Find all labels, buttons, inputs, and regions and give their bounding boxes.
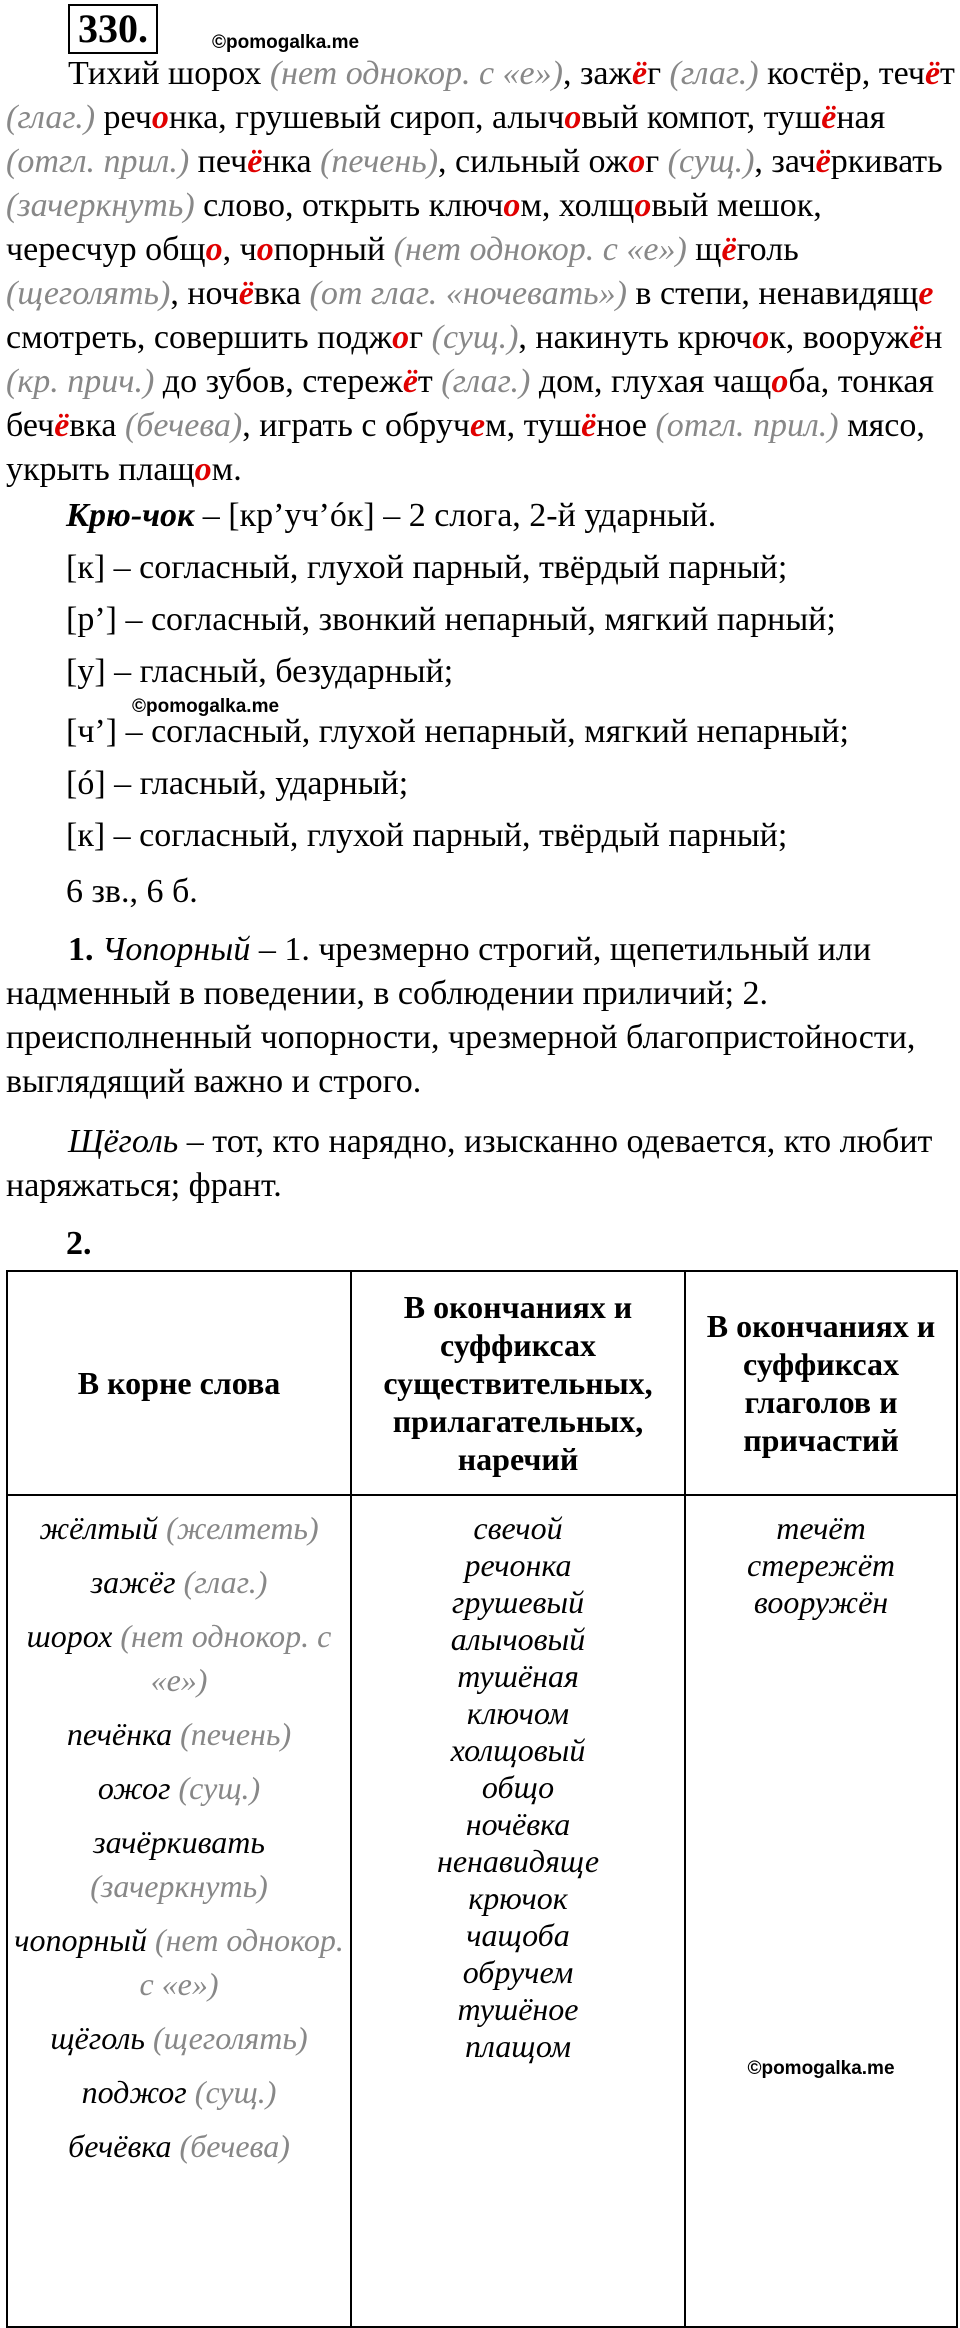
task1-label: 1. [68, 931, 94, 968]
word: чопорный [14, 1922, 147, 1958]
text-fragment: вка [69, 407, 125, 444]
watermark: ©pomogalka.me [212, 32, 360, 53]
table-cell-word [14, 1820, 344, 1908]
table-cell-word: тушёная [457, 1658, 579, 1694]
text-fragment: нка, грушевый сироп, алыч [168, 99, 565, 136]
text-fragment: нка [262, 143, 321, 180]
table-cell-word: холщовый [450, 1732, 586, 1768]
term-shchegol: Щёголь [68, 1123, 179, 1160]
column-verb-suffixes [685, 1495, 957, 2327]
text-fragment: реч [95, 99, 152, 136]
table-cell-word [14, 1506, 344, 1550]
grey-note: (отгл. прил.) [655, 407, 839, 444]
header-verb-suffixes: В окончаниях и суффиксах глаголов и причастий [685, 1271, 957, 1495]
table-cell-word: обручем [462, 1954, 574, 1990]
text-fragment: голь [736, 231, 799, 268]
highlighted-letter: о [151, 99, 169, 136]
text-fragment: , зач [754, 143, 816, 180]
column-root [7, 1495, 351, 2327]
grey-note: (от глаг. «ночевать») [309, 275, 627, 312]
word: щёголь [50, 2020, 145, 2056]
table-cell-word [14, 1614, 344, 1702]
highlighted-letter: ё [54, 407, 70, 444]
grey-note: (нет однокор. с «е») [269, 55, 563, 92]
sound-line: [ó] – гласный, ударный; [66, 765, 409, 802]
word-note: (бечева) [171, 2128, 290, 2164]
highlighted-letter: о [205, 231, 223, 268]
column-noun-suffixes [351, 1495, 685, 2327]
highlighted-letter: о [628, 143, 646, 180]
sound-line: [у] – гласный, безударный; [66, 653, 454, 690]
grey-note: (глаг.) [441, 363, 531, 400]
table-cell-word: крючок [468, 1880, 568, 1916]
highlighted-letter: ё [924, 55, 941, 92]
header-noun-suffixes: В окончаниях и суффиксах существительных, прилагательных, наречий [351, 1271, 685, 1495]
text-fragment: печ [189, 143, 248, 180]
text-fragment: , ноч [170, 275, 239, 312]
word-note: (сущ.) [186, 2074, 277, 2110]
table-cell-word [14, 1560, 344, 1604]
sound-line: [к] – согласный, глухой парный, твёрдый парный; [66, 549, 788, 586]
text-fragment: т [940, 55, 955, 92]
highlighted-letter: ё [721, 231, 737, 268]
word: шорох [26, 1618, 113, 1654]
highlighted-letter: е [918, 275, 934, 312]
text-fragment: вый мешок, чересчур общ [6, 187, 822, 268]
text-fragment: вый компот, туш [581, 99, 822, 136]
definition-text: – тот, кто нарядно, изысканно одевается, кто любит наряжаться; франт. [6, 1123, 933, 1204]
text-fragment: к, вооруж [769, 319, 910, 356]
highlighted-letter: ё [581, 407, 597, 444]
text-fragment: ная [836, 99, 886, 136]
text-fragment: , ч [222, 231, 257, 268]
word-note: (желтеть) [158, 1510, 319, 1546]
table-cell-word: алычовый [450, 1621, 586, 1657]
table-cell-word: свечой [473, 1510, 563, 1546]
word-note: (сущ.) [170, 1770, 261, 1806]
table-cell-word: чащоба [466, 1917, 570, 1953]
text-fragment: Тихий шорох [68, 55, 270, 92]
highlighted-letter: ё [909, 319, 925, 356]
text-fragment: слово, открыть ключ [194, 187, 504, 224]
word-note: (нет однокор. с «е») [139, 1922, 344, 2002]
highlighted-letter: ё [402, 363, 418, 400]
highlighted-letter: е [469, 407, 486, 444]
text-fragment: , заж [562, 55, 632, 92]
text-fragment: в степи, ненавидящ [626, 275, 919, 312]
word: зачёркивать [93, 1824, 265, 1860]
text-fragment: ное [596, 407, 656, 444]
table-cell-word: вооружён [753, 1584, 889, 1620]
table-cell-word: ненавидяще [436, 1843, 600, 1879]
word: жёлтый [39, 1510, 159, 1546]
table-cell-word: ключом [466, 1695, 570, 1731]
sound-line: [ч’] – согласный, глухой непарный, мягкий непарный; [66, 713, 849, 750]
grey-note: (кр. прич.) [6, 363, 155, 400]
word-note: (зачеркнуть) [90, 1868, 268, 1904]
highlighted-letter: о [752, 319, 770, 356]
word-note: (глаг.) [175, 1564, 268, 1600]
text-fragment: н [924, 319, 943, 356]
orthography-table [6, 1270, 958, 2328]
text-fragment: м. [211, 451, 242, 488]
table-cell-word [14, 2016, 344, 2060]
analysis-summary: 6 зв., 6 б. [66, 873, 198, 910]
highlighted-letter: о [634, 187, 652, 224]
table-cell-word: плащом [464, 2028, 572, 2064]
highlighted-letter: о [503, 187, 521, 224]
sound-line: [р’] – согласный, звонкий непарный, мягкий парный; [66, 601, 836, 638]
grey-note: (печень) [320, 143, 439, 180]
text-fragment: ба, тонкая беч [6, 363, 935, 444]
table-cell-word: течёт [776, 1510, 866, 1546]
table-cell-word: тушёное [457, 1991, 579, 2027]
text-fragment: , сильный ож [438, 143, 629, 180]
grey-note: (сущ.) [431, 319, 519, 356]
analysis-word: Крю-чок [66, 497, 195, 534]
watermark: ©pomogalka.me [132, 696, 280, 717]
highlighted-letter: ё [247, 143, 263, 180]
analysis-transcription: – [кр’уч’óк] – 2 слога, 2-й ударный. [194, 497, 717, 534]
word-note: (нет однокор. с «е») [112, 1618, 332, 1698]
watermark: ©pomogalka.me [747, 2058, 895, 2079]
highlighted-letter: ё [815, 143, 831, 180]
task2-label: 2. [66, 1225, 92, 1262]
text-fragment: до зубов, стереж [154, 363, 403, 400]
exercise-paragraph [6, 52, 956, 492]
text-fragment: вка [253, 275, 310, 312]
word: зажёг [90, 1564, 176, 1600]
grey-note: (глаг.) [6, 99, 96, 136]
grey-note: (нет однокор. с «е») [393, 231, 687, 268]
table-cell-word [14, 1712, 344, 1756]
highlighted-letter: о [256, 231, 274, 268]
word: поджог [81, 2074, 187, 2110]
table-cell-word: общо [481, 1769, 555, 1805]
text-fragment: , играть с обруч [242, 407, 470, 444]
table-cell-word [14, 2070, 344, 2114]
sound-line: [к] – согласный, глухой парный, твёрдый парный; [66, 817, 788, 854]
text-fragment: порный [273, 231, 394, 268]
grey-note: (щеголять) [6, 275, 171, 312]
analysis-heading [66, 494, 716, 538]
text-fragment: г [409, 319, 432, 356]
definition-chopornyi [6, 928, 956, 1104]
highlighted-letter: о [771, 363, 789, 400]
text-fragment: дом, глухая чащ [530, 363, 772, 400]
text-fragment: щ [686, 231, 722, 268]
text-fragment: , накинуть крюч [518, 319, 753, 356]
table-cell-word [14, 1766, 344, 1810]
highlighted-letter: ё [238, 275, 254, 312]
text-fragment: смотреть, совершить подж [6, 319, 393, 356]
highlighted-letter: ё [821, 99, 837, 136]
table-cell-word: ночёвка [465, 1806, 571, 1842]
word-note: (печень) [172, 1716, 292, 1752]
header-root: В корне слова [7, 1271, 351, 1495]
text-fragment: г [647, 55, 670, 92]
word: печёнка [66, 1716, 173, 1752]
text-fragment: м, холщ [520, 187, 635, 224]
grey-note: (бечева) [124, 407, 243, 444]
table-cell-word: грушевый [451, 1584, 585, 1620]
table-cell-word [14, 2124, 344, 2168]
text-fragment: ркивать [830, 143, 943, 180]
word-note: (щеголять) [144, 2020, 308, 2056]
table-cell-word: стережёт [747, 1547, 895, 1583]
word: бечёвка [68, 2128, 172, 2164]
exercise-number: 330. [68, 4, 158, 54]
table-cell-word: речонка [464, 1547, 572, 1583]
definition-text: – 1. чрезмерно строгий, щепетильный или надменный в поведении, в соблюдении приличий; 2. преисполненный чопорности, чрезмерной благопристойности, выглядящий важно и строго. [6, 931, 916, 1100]
grey-note: (глаг.) [669, 55, 759, 92]
grey-note: (зачеркнуть) [6, 187, 195, 224]
text-fragment: костёр, теч [758, 55, 925, 92]
highlighted-letter: о [564, 99, 582, 136]
text-fragment: м, туш [485, 407, 582, 444]
table-cell-word [14, 1918, 344, 2006]
grey-note: (сущ.) [667, 143, 755, 180]
text-fragment: т [417, 363, 442, 400]
text-fragment: г [645, 143, 668, 180]
highlighted-letter: ё [631, 55, 648, 92]
highlighted-letter: о [194, 451, 212, 488]
definition-shchegol [6, 1120, 956, 1208]
highlighted-letter: о [392, 319, 410, 356]
term-chopornyi: Чопорный [102, 931, 251, 968]
word: ожог [97, 1770, 171, 1806]
text-fragment: мясо, укрыть плащ [6, 407, 925, 488]
grey-note: (отгл. прил.) [6, 143, 190, 180]
